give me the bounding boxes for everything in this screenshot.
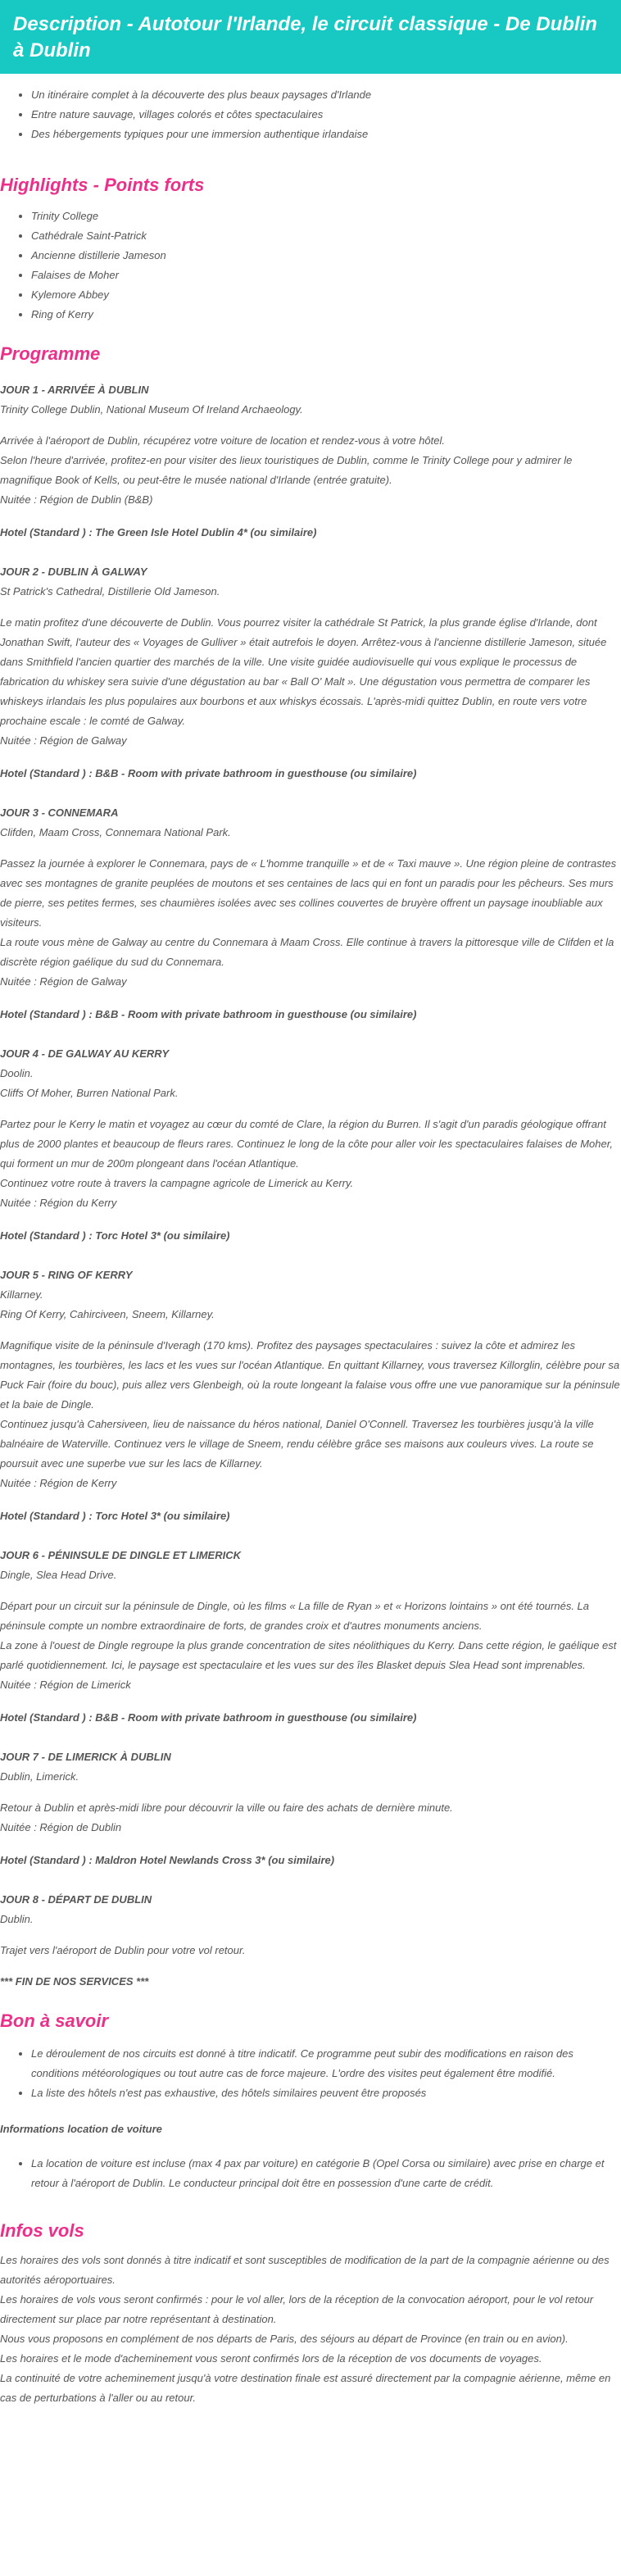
highlight-item: • Kylemore Abbey (31, 285, 621, 305)
location-list (0, 2151, 621, 2201)
day-places: Trinity College Dublin, National Museum Of Ireland Archaeology. (0, 403, 303, 416)
day-places: Dublin. (0, 1913, 34, 1925)
day-description-line: Nuitée : Région de Limerick (0, 1679, 131, 1691)
bon-a-savoir-item: • La liste des hôtels n'est pas exhaustive, des hôtels similaires peuvent être proposés (31, 2083, 621, 2103)
day-title: JOUR 4 - DE GALWAY AU KERRY (0, 1047, 170, 1060)
day-hotel: Hotel (Standard ) : B&B - Room with private bathroom in guesthouse (ou similaire) (0, 1711, 417, 1724)
day-description-line: Nuitée : Région de Dublin (B&B) (0, 493, 153, 506)
location-item: • La location de voiture est incluse (max 4 pax par voiture) en catégorie B (Opel Corsa ou similaire) avec prise en charge et retour à l'aéroport de Dublin. Le conducteur principal doit être en possession d'une carte de crédit. (31, 2154, 621, 2193)
day-description (0, 1798, 621, 1838)
day-description (0, 1597, 621, 1695)
end-of-services: *** FIN DE NOS SERVICES *** (0, 1975, 149, 1988)
highlights-list (0, 205, 621, 325)
infos-vols-section (0, 2219, 621, 2408)
day-title: JOUR 7 - DE LIMERICK À DUBLIN (0, 1751, 171, 1763)
day-description-line: La route vous mène de Galway au centre du Connemara à Maam Cross. Elle continue à travers la pittoresque ville de Clifden et la discrète région gaélique du sud du Connemara. (0, 936, 614, 968)
day-places: Ring Of Kerry, Cahirciveen, Sneem, Killarney. (0, 1308, 215, 1320)
day-places: Dingle, Slea Head Drive. (0, 1569, 117, 1581)
programme-day (0, 1546, 621, 1728)
programme-day (0, 1890, 621, 1960)
infos-vols-line: Les horaires de vols vous seront confirmés : pour le vol aller, lors de la réception de la convocation aéroport, pour le vol retour directement sur place par notre représentant à destination. (0, 2293, 594, 2325)
day-description-line: La zone à l'ouest de Dingle regroupe la plus grande concentration de sites néolithiques du Kerry. Dans cette région, le gaélique est parlé quotidiennement. Ici, le paysage est spectaculaire et les vues sur des îles Blasket depuis Slea Head sont imprenables. (0, 1639, 617, 1671)
infos-vols-heading: Infos vols (0, 2220, 84, 2241)
day-description-line: Le matin profitez d'une découverte de Dublin. Vous pourrez visiter la cathédrale St Patrick, la plus grande église d'Irlande, dont Jonathan Swift, l'auteur des « Voyages de Gulliver » était autrefois le doyen. Arrêtez-vous à l'ancienne distillerie Jameson, située dans Smithfield l'ancien quartier des marchés de la ville. Une visite guidée audiovisuelle qui vous explique le processus de fabrication du whiskey sera suivie d'une dégustation au bar « Ball O' Malt ». Une dégustation vous permettra de comparer les whiskeys irlandais les plus populaires aux bourbons et aux whiskys écossais. L'après-midi quittez Dublin, en route vers votre prochaine escale : le comté de Galway. (0, 616, 607, 727)
page-title: Description - Autotour l'Irlande, le circuit classique - De Dublin à Dublin (13, 13, 597, 61)
bon-a-savoir-list (0, 2041, 621, 2111)
highlights-heading: Highlights - Points forts (0, 175, 205, 195)
day-title: JOUR 8 - DÉPART DE DUBLIN (0, 1893, 152, 1906)
day-description-line: Passez la journée à explorer le Connemara, pays de « L'homme tranquille » et de « Taxi mauve ». Une région pleine de contrastes avec ses montagnes de granite peuplées de moutons et ses centaines de lacs qui en font un paradis pour les pêcheurs. Ses murs de pierre, ses petites fermes, ses chaumières isolées avec ses collines couvertes de bruyère offrent un paysage inoubliable aux visiteurs. (0, 857, 617, 929)
day-hotel: Hotel (Standard ) : Torc Hotel 3* (ou similaire) (0, 1229, 230, 1242)
day-description (0, 854, 621, 992)
location-heading: Informations location de voiture (0, 2123, 162, 2135)
day-places: Cliffs Of Moher, Burren National Park. (0, 1087, 179, 1099)
highlight-item: • Cathédrale Saint-Patrick (31, 226, 621, 246)
day-places: Clifden, Maam Cross, Connemara National Park. (0, 826, 231, 838)
infos-vols-line: Les horaires et le mode d'acheminement vous seront confirmés lors de la réception de vos documents de voyages. (0, 2352, 542, 2365)
infos-vols-line: Nous vous proposons en complément de nos départs de Paris, des séjours au départ de Province (en train ou en avion). (0, 2333, 569, 2345)
intro-item: • Des hébergements typiques pour une immersion authentique irlandaise (31, 125, 621, 144)
infos-vols-line: Les horaires des vols sont donnés à titre indicatif et sont susceptibles de modification de la part de la compagnie aérienne ou des autorités aéroportuaires. (0, 2254, 610, 2286)
day-description-line: Retour à Dublin et après-midi libre pour découvrir la ville ou faire des achats de dernière minute. (0, 1801, 453, 1814)
day-description (0, 1336, 621, 1493)
intro-item: • Entre nature sauvage, villages colorés et côtes spectaculaires (31, 105, 621, 125)
day-description (0, 1115, 621, 1213)
day-hotel: Hotel (Standard ) : B&B - Room with private bathroom in guesthouse (ou similaire) (0, 767, 417, 779)
day-hotel: Hotel (Standard ) : B&B - Room with private bathroom in guesthouse (ou similaire) (0, 1008, 417, 1020)
programme-day (0, 562, 621, 784)
day-description-line: Nuitée : Région de Galway (0, 975, 127, 988)
bon-a-savoir-item: • Le déroulement de nos circuits est donné à titre indicatif. Ce programme peut subir des modifications en raison des conditions météorologiques ou tout autre cas de force majeure. L'ordre des visites peut également être modifié. (31, 2044, 621, 2083)
day-places: Dublin, Limerick. (0, 1770, 79, 1783)
day-description-line: Nuitée : Région du Kerry (0, 1197, 117, 1209)
highlight-item: • Ancienne distillerie Jameson (31, 246, 621, 266)
day-places: Killarney. (0, 1288, 43, 1301)
day-description (0, 1941, 621, 1960)
bon-a-savoir-heading: Bon à savoir (0, 2010, 109, 2031)
day-description-line: Continuez jusqu'à Cahersiveen, lieu de naissance du héros national, Daniel O'Connell. Traversez les tourbières jusqu'à la ville balnéaire de Waterville. Continuez vers le village de Sneem, rendu célèbre grâce ses maisons aux couleurs vives. La route se poursuit avec une superbe vue sur les lacs de Killarney. (0, 1418, 594, 1470)
day-description-line: Nuitée : Région de Dublin (0, 1821, 122, 1833)
day-places: Doolin. (0, 1067, 34, 1079)
day-title: JOUR 5 - RING OF KERRY (0, 1269, 133, 1281)
highlight-item: • Ring of Kerry (31, 305, 621, 325)
day-description-line: Partez pour le Kerry le matin et voyagez au cœur du comté de Clare, la région du Burren. Il s'agit d'un paradis géologique offrant plus de 2000 plantes et beaucoup de fleurs rares. Continuez le long de la côte pour aller voir les spectaculaires falaises de Moher, qui forment un mur de 200m plongeant dans l'océan Atlantique. (0, 1118, 613, 1170)
intro-item: • Un itinéraire complet à la découverte des plus beaux paysages d'Irlande (31, 85, 621, 105)
day-hotel: Hotel (Standard ) : Maldron Hotel Newlands Cross 3* (ou similaire) (0, 1854, 335, 1866)
day-hotel: Hotel (Standard ) : The Green Isle Hotel Dublin 4* (ou similaire) (0, 526, 317, 538)
day-title: JOUR 1 - ARRIVÉE À DUBLIN (0, 384, 149, 396)
highlight-item: • Falaises de Moher (31, 266, 621, 285)
programme-days (0, 380, 621, 1960)
day-description-line: Continuez votre route à travers la campagne agricole de Limerick au Kerry. (0, 1177, 354, 1189)
day-description-line: Trajet vers l'aéroport de Dublin pour votre vol retour. (0, 1944, 246, 1956)
day-description-line: Magnifique visite de la péninsule d'Iveragh (170 kms). Profitez des paysages spectaculaires : suivez la côte et admirez les montagnes, les tourbières, les lacs et les vues sur l'océan Atlantique. En quittant Killarney, vous traversez Killorglin, célèbre pour sa Puck Fair (foire du bouc), puis allez vers Glenbeigh, où la route longeant la falaise vous offre une vue panoramique sur la péninsule et la baie de Dingle. (0, 1339, 620, 1411)
day-hotel: Hotel (Standard ) : Torc Hotel 3* (ou similaire) (0, 1510, 230, 1522)
programme-day (0, 1265, 621, 1526)
day-description-line: Nuitée : Région de Galway (0, 734, 127, 747)
programme-heading: Programme (0, 343, 101, 364)
intro-list (0, 74, 621, 156)
infos-vols-line: La continuité de votre acheminement jusqu'à votre destination finale est assuré directement par la compagnie aérienne, même en cas de perturbations à l'aller ou au retour. (0, 2372, 611, 2404)
day-description (0, 431, 621, 510)
programme-day (0, 803, 621, 1024)
day-description-line: Nuitée : Région de Kerry (0, 1477, 117, 1489)
day-title: JOUR 6 - PÉNINSULE DE DINGLE ET LIMERICK (0, 1549, 241, 1561)
highlight-item: • Trinity College (31, 207, 621, 226)
programme-day (0, 1747, 621, 1870)
day-title: JOUR 2 - DUBLIN À GALWAY (0, 566, 147, 578)
programme-day (0, 380, 621, 543)
day-places: St Patrick's Cathedral, Distillerie Old Jameson. (0, 585, 220, 597)
day-description (0, 613, 621, 751)
day-title: JOUR 3 - CONNEMARA (0, 806, 119, 819)
page-title-banner (0, 0, 621, 74)
day-description-line: Départ pour un circuit sur la péninsule de Dingle, où les films « La fille de Ryan » et « Horizons lointains » ont été tournés. La péninsule compte un nombre extraordinaire de forts, de grandes croix et d'autres monuments anciens. (0, 1600, 590, 1632)
day-description-line: Arrivée à l'aéroport de Dublin, récupérez votre voiture de location et rendez-vous à votre hôtel. (0, 434, 445, 447)
bon-a-savoir-section (0, 2010, 621, 2201)
programme-day (0, 1044, 621, 1246)
day-description-line: Selon l'heure d'arrivée, profitez-en pour visiter des lieux touristiques de Dublin, comme le Trinity College pour y admirer le magnifique Book of Kells, ou peut-être le musée national d'Irlande (entrée gratuite). (0, 454, 573, 486)
